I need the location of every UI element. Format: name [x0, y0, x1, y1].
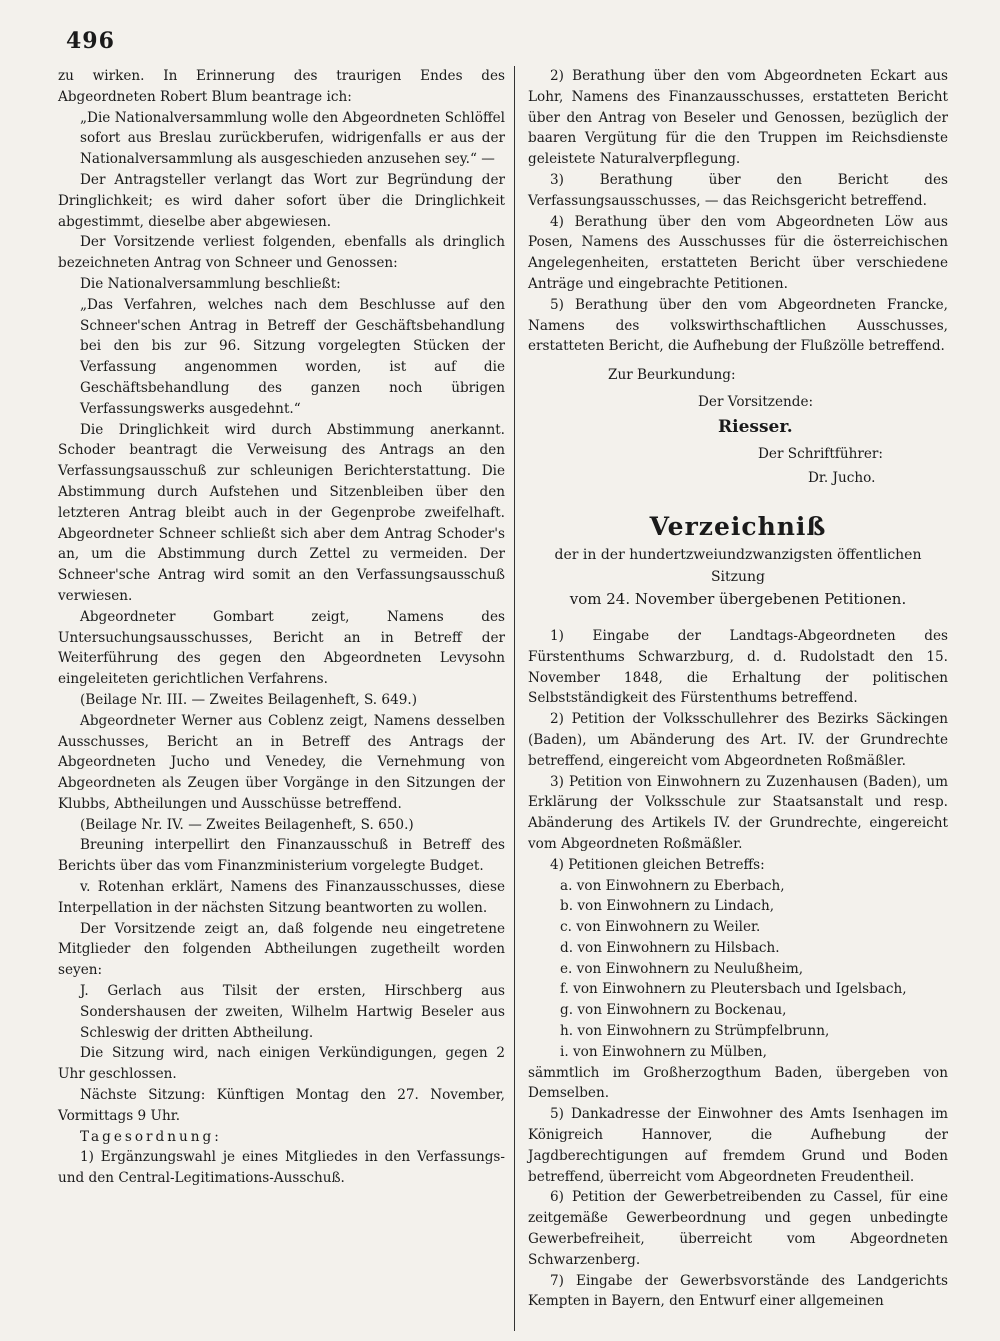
petition-item: 4) Petitionen gleichen Betreffs: — [550, 856, 765, 873]
paragraph: Die Dringlichkeit wird durch Abstimmung anerkannt. Schoder beantragt die Verweisung des Antrags an den Verfassungsausschuß zur schleunigen Berichterstattung. Die Abstimmung durch Aufstehen und Sitzenbleiben über den letzteren Antrag bleibt auch in der Gegenprobe zweifelhaft. Abgeordneter Schneer schließt sich aber dem Antrag Schoder's an, um die Abstimmung durch Zettel zu vermeiden. Der Schneer'sche Antrag wird somit an den Verfassungsausschuß verwiesen. — [58, 421, 505, 604]
paragraph: (Beilage Nr. IV. — Zweites Beilagenheft, S. 650.) — [80, 816, 414, 833]
petition-sub-item: b. von Einwohnern zu Lindach, — [560, 898, 775, 915]
agenda-item: 5) Berathung über den vom Abgeordneten Francke, Namens des volkswirthschaftlichen Ausschusses, erstatteten Bericht, die Aufhebung der Flußzölle betreffend. — [528, 296, 948, 355]
paragraph: (Beilage Nr. III. — Zweites Beilagenheft, S. 649.) — [80, 691, 418, 708]
paragraph: v. Rotenhan erklärt, Namens des Finanzausschusses, diese Interpellation in der nächsten Sitzung beantworten zu wollen. — [58, 879, 505, 916]
index-subtitle: der in der hundertzweiundzwanzigsten öffentlichen Sitzung — [554, 546, 922, 585]
left-column — [58, 66, 505, 1189]
paragraph: „Die Nationalversammlung wolle den Abgeordneten Schlöffel sofort aus Breslau zurückberufen, widrigenfalls er aus der Nationalversammlung als ausgeschieden anzusehen sey.“ — — [80, 109, 505, 168]
paragraph: Der Antragsteller verlangt das Wort zur Begründung der Dringlichkeit; es wird daher sofort über die Dringlichkeit abgestimmt, dieselbe aber abgewiesen. — [58, 171, 505, 230]
petition-sub-item: f. von Einwohnern zu Pleutersbach und Igelsbach, — [560, 981, 907, 998]
petition-item: 2) Petition der Volksschullehrer des Bezirks Säckingen (Baden), um Abänderung des Art. IV. der Grundrechte betreffend, eingereicht vom Abgeordneten Roßmäßler. — [528, 711, 948, 769]
right-column — [528, 66, 948, 1312]
chair-role: Der Vorsitzende: — [698, 393, 814, 410]
petition-item: 6) Petition der Gewerbetreibenden zu Cassel, für eine zeitgemäße Gewerbeordnung und gegen unbedingte Gewerbefreiheit, überreicht vom Abgeordneten Schwarzenberg. — [528, 1189, 948, 1268]
paragraph: „Das Verfahren, welches nach dem Beschlusse auf den Schneer'schen Antrag in Betreff der Geschäftsbehandlung bei den bis zur 96. Sitzung vorgelegten Stücken der Verfassung angenommen worden, ist auf die Geschäftsbehandlung des ganzen noch übrigen Verfassungswerks ausgedehnt.“ — [80, 296, 505, 417]
paragraph: Tagesordnung: — [80, 1128, 222, 1145]
petition-sub-item: e. von Einwohnern zu Neulußheim, — [560, 960, 804, 977]
column-divider — [514, 66, 515, 1331]
petition-item: 1) Eingabe der Landtags-Abgeordneten des Fürstenthums Schwarzburg, d. d. Rudolstadt den 15. November 1848, die Erhaltung der politischen Selbstständigkeit des Fürstenthums betreffend. — [528, 627, 948, 707]
page-number: 496 — [66, 28, 115, 54]
paragraph: Die Sitzung wird, nach einigen Verkündigungen, gegen 2 Uhr geschlossen. — [58, 1045, 505, 1083]
petition-sub-item: h. von Einwohnern zu Strümpfelbrunn, — [560, 1023, 830, 1040]
paragraph: Nächste Sitzung: Künftigen Montag den 27. November, Vormittags 9 Uhr. — [58, 1087, 505, 1124]
petition-sub-item: a. von Einwohnern zu Eberbach, — [560, 877, 785, 894]
petition-item: 7) Eingabe der Gewerbsvorstände des Landgerichts Kempten in Bayern, den Entwurf einer allgemeinen — [528, 1272, 948, 1310]
petition-sub-item: g. von Einwohnern zu Bockenau, — [560, 1002, 787, 1019]
index-heading: Verzeichniß — [649, 512, 827, 542]
petition-sub-list — [528, 876, 948, 1063]
secretary-role: Der Schriftführer: — [758, 445, 883, 462]
paragraph: Der Vorsitzende zeigt an, daß folgende neu eingetretene Mitglieder den folgenden Abtheilungen zugetheilt worden seyen: — [58, 920, 505, 979]
index-subtitle-date: vom 24. November übergebenen Petitionen. — [569, 589, 907, 608]
paragraph: Die Nationalversammlung beschließt: — [80, 275, 341, 292]
paragraph: J. Gerlach aus Tilsit der ersten, Hirschberg aus Sondershausen der zweiten, Wilhelm Hartwig Beseler aus Schleswig der dritten Abtheilung. — [80, 983, 505, 1041]
petition-sub-item: d. von Einwohnern zu Hilsbach. — [560, 939, 780, 956]
petition-item: sämmtlich im Großherzogthum Baden, übergeben von Demselben. — [528, 1064, 948, 1102]
agenda-item: 2) Berathung über den vom Abgeordneten Eckart aus Lohr, Namens des Finanzausschusses, erstatteten Bericht über den Antrag von Beseler und Genossen, bezüglich der baaren Vergütung für die den Truppen im Reichsdienste geleistete Naturalverpflegung. — [528, 68, 948, 168]
paragraph: 1) Ergänzungswahl je eines Mitgliedes in den Verfassungs- und den Central-Legitimations-Ausschuß. — [58, 1149, 505, 1187]
petition-sub-item: c. von Einwohnern zu Weiler. — [560, 919, 761, 936]
petition-item: 3) Petition von Einwohnern zu Zuzenhausen (Baden), um Erklärung der Volksschule zur Staatsanstalt und resp. Abänderung des Artikels IV. der Grundrechte, eingereicht vom Abgeordneten Roßmäßler. — [528, 773, 948, 852]
chair-name: Riesser. — [718, 416, 793, 437]
paragraph: Breuning interpellirt den Finanzausschuß in Betreff des Berichts über das vom Finanzministerium vorgelegte Budget. — [58, 837, 505, 875]
secretary-name: Dr. Jucho. — [808, 470, 876, 487]
paragraph: Abgeordneter Werner aus Coblenz zeigt, Namens desselben Ausschusses, Bericht an in Betreff des Antrags der Abgeordneten Jucho und Venedey, die Vernehmung von Abgeordneten als Zeugen über Vorgänge in den Sitzungen der Klubbs, Abtheilungen und Ausschüsse betreffend. — [58, 712, 505, 812]
agenda-item: 3) Berathung über den Bericht des Verfassungsausschusses, — das Reichsgericht betreffend. — [528, 171, 948, 209]
petition-item: 5) Dankadresse der Einwohner des Amts Isenhagen im Königreich Hannover, die Aufhebung der Jagdberechtigungen auf fremdem Grund und Boden betreffend, überreicht vom Abgeordneten Freudentheil. — [528, 1106, 948, 1185]
paragraph: zu wirken. In Erinnerung des traurigen Endes des Abgeordneten Robert Blum beantrage ich: — [58, 68, 505, 105]
paragraph: Der Vorsitzende verliest folgenden, ebenfalls als dringlich bezeichneten Antrag von Schneer und Genossen: — [58, 234, 505, 272]
certification-intro: Zur Beurkundung: — [608, 367, 736, 384]
paragraph: Abgeordneter Gombart zeigt, Namens des Untersuchungsausschusses, Bericht an in Betreff der Weiterführung des gegen den Abgeordneten Levysohn eingeleiteten gerichtlichen Verfahrens. — [58, 608, 505, 688]
petition-sub-item: i. von Einwohnern zu Mülben, — [560, 1043, 767, 1060]
agenda-item: 4) Berathung über den vom Abgeordneten Löw aus Posen, Namens des Ausschusses für die österreichischen Angelegenheiten, erstatteten Bericht über verschiedene Anträge und eingebrachte Petitionen. — [528, 213, 948, 292]
